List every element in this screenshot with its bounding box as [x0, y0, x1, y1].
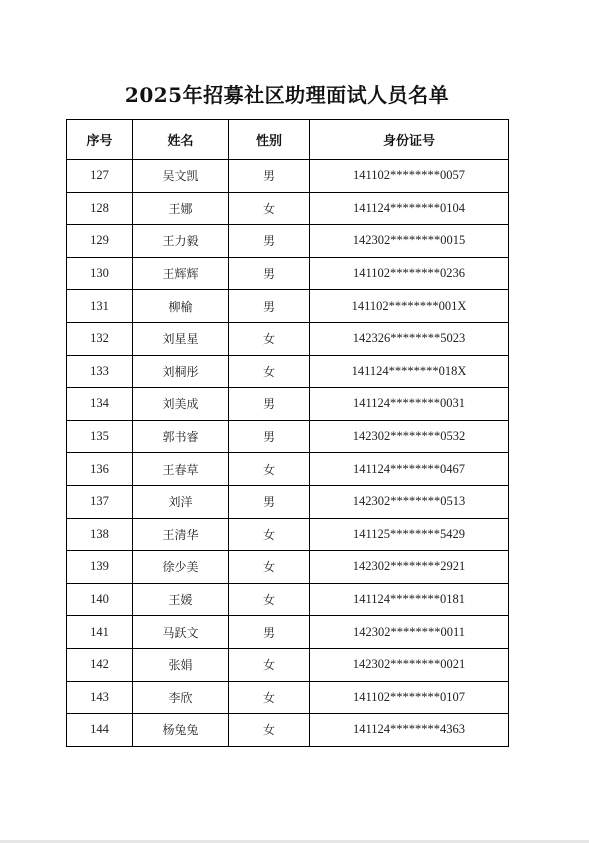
cell-name: 王媛: [133, 583, 229, 616]
table-row: [67, 714, 509, 747]
cell-name: 刘星星: [133, 322, 229, 355]
header-gender: 性别: [229, 120, 310, 160]
cell-name: 王清华: [133, 518, 229, 551]
table-row: [67, 453, 509, 486]
cell-gender: 女: [229, 192, 310, 225]
cell-serial-number: 142: [67, 648, 133, 681]
cell-name: 王辉辉: [133, 257, 229, 290]
cell-id-number: 142302********0021: [310, 648, 509, 681]
table-row: [67, 290, 509, 323]
cell-id-number: 141124********0031: [310, 388, 509, 421]
cell-name: 刘桐彤: [133, 355, 229, 388]
cell-id-number: 141125********5429: [310, 518, 509, 551]
cell-serial-number: 139: [67, 551, 133, 584]
cell-serial-number: 130: [67, 257, 133, 290]
table-row: [67, 192, 509, 225]
cell-serial-number: 133: [67, 355, 133, 388]
table-row: [67, 355, 509, 388]
cell-gender: 男: [229, 388, 310, 421]
cell-name: 王春草: [133, 453, 229, 486]
cell-id-number: 142302********0011: [310, 616, 509, 649]
cell-id-number: 141102********0057: [310, 160, 509, 193]
cell-gender: 男: [229, 257, 310, 290]
cell-id-number: 141124********0467: [310, 453, 509, 486]
table-row: [67, 225, 509, 258]
cell-id-number: 142326********5023: [310, 322, 509, 355]
cell-gender: 女: [229, 648, 310, 681]
table-row: [67, 616, 509, 649]
cell-gender: 女: [229, 355, 310, 388]
table-row: [67, 648, 509, 681]
table-row: [67, 257, 509, 290]
cell-name: 柳榆: [133, 290, 229, 323]
table-row: [67, 420, 509, 453]
cell-gender: 男: [229, 160, 310, 193]
cell-serial-number: 143: [67, 681, 133, 714]
table-header-row: [67, 120, 509, 160]
table-row: [67, 485, 509, 518]
cell-gender: 男: [229, 485, 310, 518]
cell-serial-number: 137: [67, 485, 133, 518]
cell-serial-number: 132: [67, 322, 133, 355]
cell-name: 马跃文: [133, 616, 229, 649]
cell-gender: 女: [229, 322, 310, 355]
cell-id-number: 141102********001X: [310, 290, 509, 323]
cell-id-number: 142302********0513: [310, 485, 509, 518]
cell-id-number: 141124********0181: [310, 583, 509, 616]
cell-serial-number: 144: [67, 714, 133, 747]
cell-name: 吴文凯: [133, 160, 229, 193]
cell-serial-number: 128: [67, 192, 133, 225]
cell-id-number: 142302********2921: [310, 551, 509, 584]
cell-name: 刘洋: [133, 485, 229, 518]
cell-name: 刘美成: [133, 388, 229, 421]
cell-name: 徐少美: [133, 551, 229, 584]
cell-gender: 女: [229, 453, 310, 486]
cell-serial-number: 135: [67, 420, 133, 453]
cell-id-number: 141124********018X: [310, 355, 509, 388]
header-serial-number: 序号: [67, 120, 133, 160]
cell-serial-number: 127: [67, 160, 133, 193]
cell-id-number: 142302********0532: [310, 420, 509, 453]
cell-serial-number: 134: [67, 388, 133, 421]
cell-id-number: 141102********0107: [310, 681, 509, 714]
cell-id-number: 141102********0236: [310, 257, 509, 290]
cell-serial-number: 141: [67, 616, 133, 649]
page-title: 2025年招募社区助理面试人员名单: [124, 83, 450, 107]
cell-id-number: 141124********4363: [310, 714, 509, 747]
table-row: [67, 322, 509, 355]
cell-gender: 男: [229, 420, 310, 453]
table-row: [67, 388, 509, 421]
cell-gender: 女: [229, 583, 310, 616]
cell-gender: 男: [229, 290, 310, 323]
header-id-number: 身份证号: [310, 120, 509, 160]
cell-gender: 女: [229, 518, 310, 551]
cell-name: 郭书睿: [133, 420, 229, 453]
table-row: [67, 518, 509, 551]
cell-name: 杨兔兔: [133, 714, 229, 747]
cell-serial-number: 136: [67, 453, 133, 486]
cell-serial-number: 131: [67, 290, 133, 323]
cell-gender: 女: [229, 714, 310, 747]
cell-serial-number: 138: [67, 518, 133, 551]
cell-gender: 女: [229, 551, 310, 584]
table-row: [67, 551, 509, 584]
cell-id-number: 142302********0015: [310, 225, 509, 258]
table-row: [67, 583, 509, 616]
header-name: 姓名: [133, 120, 229, 160]
cell-name: 张娟: [133, 648, 229, 681]
interview-roster-table: [66, 119, 509, 747]
cell-name: 李欣: [133, 681, 229, 714]
cell-serial-number: 129: [67, 225, 133, 258]
cell-gender: 男: [229, 616, 310, 649]
cell-serial-number: 140: [67, 583, 133, 616]
table-row: [67, 681, 509, 714]
cell-name: 王娜: [133, 192, 229, 225]
table-row: [67, 160, 509, 193]
cell-gender: 男: [229, 225, 310, 258]
cell-name: 王力毅: [133, 225, 229, 258]
cell-id-number: 141124********0104: [310, 192, 509, 225]
cell-gender: 女: [229, 681, 310, 714]
